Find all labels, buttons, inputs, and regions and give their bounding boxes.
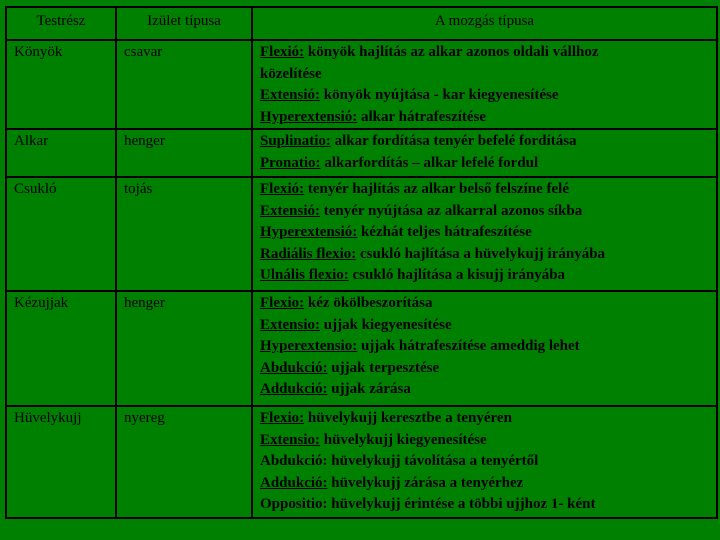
motion-term: Flexió: xyxy=(260,181,305,197)
motion-description-cell xyxy=(252,40,717,129)
motion-text: ujjak kiegyenesítése xyxy=(320,316,452,333)
motion-term: Ulnális flexio: xyxy=(260,267,349,283)
motion-line xyxy=(260,451,713,473)
motion-line xyxy=(260,179,713,201)
motion-line xyxy=(260,315,713,337)
joint-motion-table xyxy=(5,6,718,519)
motion-term: Extensió: xyxy=(260,202,320,219)
motion-text: alkarfordítás – alkar lefelé fordul xyxy=(320,154,539,171)
body-part-cell: Kézujjak xyxy=(6,291,116,406)
motion-text: csukló hajlítása a hüvelykujj irányába xyxy=(356,245,606,262)
motion-line xyxy=(260,131,713,153)
motion-line xyxy=(260,494,713,516)
motion-term: Extensio: xyxy=(260,316,320,333)
motion-term: Addukció: xyxy=(260,474,328,491)
motion-term: Radiális flexio: xyxy=(260,245,357,262)
joint-type-cell: csavar xyxy=(116,40,252,129)
motion-text: alkar fordítása tenyér befelé fordítása xyxy=(330,133,577,149)
motion-term: Flexio: xyxy=(260,410,305,426)
motion-text: ujjak terpesztése xyxy=(327,359,440,376)
motion-line xyxy=(260,379,713,401)
motion-term: Pronatio: xyxy=(260,154,321,171)
motion-term: Addukció: xyxy=(260,381,328,397)
joint-type-cell: tojás xyxy=(116,177,252,291)
joint-type-cell: henger xyxy=(116,129,252,177)
motion-text: hüvelykujj zárása a tenyérhez xyxy=(327,474,524,491)
table-header-row xyxy=(6,7,717,40)
motion-line xyxy=(260,42,713,64)
motion-text: ujjak zárása xyxy=(327,381,411,397)
header-body-part: Testrész xyxy=(6,7,116,40)
motion-line xyxy=(260,430,713,452)
table-row xyxy=(6,177,717,291)
motion-line xyxy=(260,222,713,244)
motion-term: Hyperextensió: xyxy=(260,108,358,125)
motion-line xyxy=(260,107,713,129)
motion-line xyxy=(260,201,713,223)
motion-text: közelítése xyxy=(260,65,322,82)
motion-term: Extensió: xyxy=(260,87,320,103)
motion-text: könyök nyújtása - kar kiegyenesítése xyxy=(320,87,559,103)
motion-text: hüvelykujj kiegyenesítése xyxy=(320,431,487,448)
table-row xyxy=(6,129,717,177)
motion-line xyxy=(260,153,713,175)
motion-term: Extensio: xyxy=(260,431,320,448)
motion-line xyxy=(260,64,713,86)
motion-text: csukló hajlítása a kisujj irányába xyxy=(348,267,566,283)
table-row xyxy=(6,40,717,129)
motion-line xyxy=(260,473,713,495)
motion-description-cell xyxy=(252,129,717,177)
motion-text: könyök hajlítás az alkar azonos oldali vállhoz xyxy=(304,44,599,60)
motion-term: Flexió: xyxy=(260,44,305,60)
motion-text: Abdukció: hüvelykujj távolítása a tenyértől xyxy=(260,453,539,469)
motion-line xyxy=(260,265,713,287)
motion-term: Abdukció: xyxy=(260,359,328,376)
motion-line xyxy=(260,293,713,315)
body-part-cell: Csukló xyxy=(6,177,116,291)
motion-description-cell xyxy=(252,177,717,291)
motion-text: tenyér nyújtása az alkarral azonos síkba xyxy=(320,202,583,219)
motion-text: alkar hátrafeszítése xyxy=(357,108,487,125)
motion-term: Flexio: xyxy=(260,295,305,311)
motion-text: tenyér hajlítás az alkar belső felszíne felé xyxy=(304,181,569,197)
body-part-cell: Könyök xyxy=(6,40,116,129)
motion-line xyxy=(260,408,713,430)
motion-text: kéz ökölbeszorítása xyxy=(304,295,433,311)
motion-description-cell xyxy=(252,291,717,406)
motion-line xyxy=(260,244,713,266)
motion-term: Hyperextensió: xyxy=(260,224,358,240)
motion-text: Oppositio: hüvelykujj érintése a többi ujjhoz 1- ként xyxy=(260,496,596,512)
motion-description-cell xyxy=(252,406,717,518)
table-row xyxy=(6,406,717,518)
motion-term: Suplinatio: xyxy=(260,133,331,149)
motion-text: ujjak hátrafeszítése ameddig lehet xyxy=(357,338,580,354)
motion-line xyxy=(260,85,713,107)
header-motion-type: A mozgás típusa xyxy=(252,7,717,40)
motion-term: Hyperextensio: xyxy=(260,338,358,354)
body-part-cell: Hüvelykujj xyxy=(6,406,116,518)
motion-text: hüvelykujj keresztbe a tenyéren xyxy=(304,410,512,426)
body-part-cell: Alkar xyxy=(6,129,116,177)
motion-line xyxy=(260,336,713,358)
motion-line xyxy=(260,358,713,380)
joint-type-cell: henger xyxy=(116,291,252,406)
table-row xyxy=(6,291,717,406)
motion-text: kézhát teljes hátrafeszítése xyxy=(357,224,532,240)
joint-type-cell: nyereg xyxy=(116,406,252,518)
header-joint-type: Izület típusa xyxy=(116,7,252,40)
